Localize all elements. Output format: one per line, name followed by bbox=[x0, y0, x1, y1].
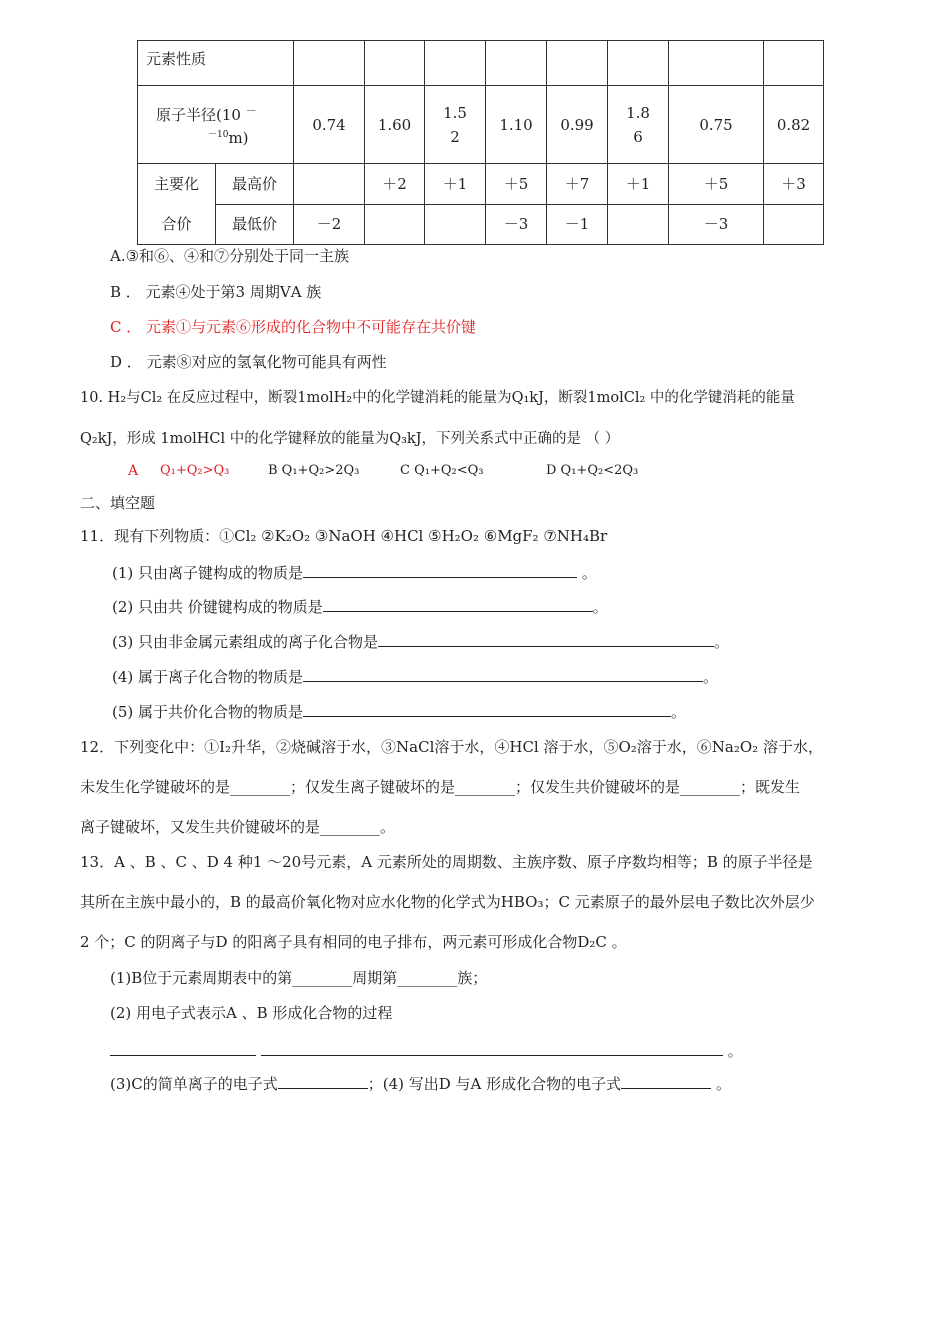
table-row-header bbox=[138, 41, 824, 86]
min-label: 最低价 bbox=[216, 204, 294, 245]
answer-blank[interactable] bbox=[110, 1041, 256, 1056]
q12-line3: 离子键破坏，又发生共价键破坏的是________。 bbox=[80, 818, 396, 836]
max-value: ＋2 bbox=[365, 164, 425, 205]
max-label: 最高价 bbox=[216, 164, 294, 205]
answer-blank[interactable] bbox=[378, 632, 714, 647]
min-value: －1 bbox=[547, 204, 608, 245]
q10-option-d: D Q₁+Q₂<2Q₃ bbox=[546, 463, 639, 478]
q12-line1: 12．下列变化中：①I₂升华，②烧碱溶于水，③NaCl溶于水，④HCl 溶于水，⑤O₂溶于水，⑥Na₂O₂ 溶于水， bbox=[80, 738, 823, 756]
q13-sub2-answer-line: 。 bbox=[110, 1040, 743, 1061]
answer-blank[interactable] bbox=[303, 667, 703, 682]
q10-line2: Q₂kJ，形成 1molHCl 中的化学键释放的能量为Q₃kJ，下列关系式中正确的是 （ ） bbox=[80, 431, 620, 447]
answer-blank[interactable] bbox=[621, 1074, 711, 1089]
q11-sub2: (2) 只由共 价键键构成的物质是 。 bbox=[112, 598, 608, 616]
q13-line1: 13．A 、B 、C 、D 4 种1 ～20号元素，A 元素所处的周期数、主族序数、原子序数均相等；B 的原子半径是 bbox=[80, 853, 813, 871]
q11-sub5: (5) 属于共价化合物的物质是 。 bbox=[112, 703, 687, 721]
q9-option-b: B ． 元素④处于第3 周期ⅤA 族 bbox=[110, 283, 322, 301]
q9-option-d: D ． 元素⑧对应的氢氧化物可能具有两性 bbox=[110, 353, 387, 371]
q12-line2: 未发生化学键破坏的是________；仅发生离子键破坏的是________；仅发生共价键破坏的是________；既发生 bbox=[80, 778, 801, 796]
max-value: ＋5 bbox=[669, 164, 764, 205]
q11-sub1: (1) 只由离子键构成的物质是 。 bbox=[112, 564, 597, 582]
min-value bbox=[425, 204, 486, 245]
q13-line3: 2 个；C 的阴离子与D 的阳离子具有相同的电子排布，两元素可形成化合物D₂C 。 bbox=[80, 933, 627, 951]
q10-line1: 10. H₂与Cl₂ 在反应过程中，断裂1molH₂中的化学键消耗的能量为Q₁kJ，断裂1molCl₂ 中的化学键消耗的能量 bbox=[80, 390, 795, 406]
min-value: －2 bbox=[294, 204, 365, 245]
radius-value: 1.60 bbox=[365, 86, 425, 164]
q10-option-b: B Q₁+Q₂>2Q₃ bbox=[268, 463, 360, 478]
q9-option-c: C ． 元素①与元素⑥形成的化合物中不可能存在共价键 bbox=[110, 318, 477, 336]
min-value bbox=[764, 204, 824, 245]
element-properties-table bbox=[137, 40, 824, 245]
q10-option-c: C Q₁+Q₂<Q₃ bbox=[400, 463, 484, 478]
max-value: ＋7 bbox=[547, 164, 608, 205]
q9-option-a: A.③和⑥、④和⑦分别处于同一主族 bbox=[110, 247, 350, 265]
answer-blank[interactable] bbox=[278, 1074, 368, 1089]
q13-sub1: (1)B位于元素周期表中的第________周期第________族； bbox=[110, 969, 488, 987]
radius-value: 1.10 bbox=[486, 86, 547, 164]
max-value: ＋5 bbox=[486, 164, 547, 205]
max-value: ＋1 bbox=[608, 164, 669, 205]
radius-value: 1.8 6 bbox=[608, 86, 669, 164]
q11-sub4: (4) 属于离子化合物的物质是 。 bbox=[112, 668, 719, 686]
q13-sub2: (2) 用电子式表示A 、B 形成化合物的过程 bbox=[110, 1004, 393, 1022]
radius-value: 1.5 2 bbox=[425, 86, 486, 164]
valence-label: 主要化 合价 bbox=[138, 164, 216, 245]
table-header-cell: 元素性质 bbox=[138, 41, 294, 86]
radius-value: 0.75 bbox=[669, 86, 764, 164]
answer-blank[interactable] bbox=[303, 702, 671, 717]
radius-value: 0.74 bbox=[294, 86, 365, 164]
q13-line2: 其所在主族中最小的，B 的最高价氧化物对应水化物的化学式为HBO₃；C 元素原子的最外层电子数比次外层少 bbox=[80, 893, 815, 911]
radius-value: 0.82 bbox=[764, 86, 824, 164]
answer-blank[interactable] bbox=[323, 597, 593, 612]
min-value: －3 bbox=[486, 204, 547, 245]
section-fill-in-title: 二、填空题 bbox=[80, 494, 156, 512]
min-value bbox=[365, 204, 425, 245]
radius-value: 0.99 bbox=[547, 86, 608, 164]
max-value: ＋1 bbox=[425, 164, 486, 205]
table-row-radius bbox=[138, 86, 824, 164]
min-value: －3 bbox=[669, 204, 764, 245]
answer-blank[interactable] bbox=[303, 563, 577, 578]
table-row-min bbox=[138, 204, 824, 245]
max-value: ＋3 bbox=[764, 164, 824, 205]
q10-option-a-letter: A bbox=[128, 463, 139, 479]
q11-sub3: (3) 只由非金属元素组成的离子化合物是 。 bbox=[112, 633, 730, 651]
q13-sub3-4: (3)C的简单离子的电子式 ；(4) 写出D 与A 形成化合物的电子式 。 bbox=[110, 1075, 731, 1093]
q11-stem: 11．现有下列物质：①Cl₂ ②K₂O₂ ③NaOH ④HCl ⑤H₂O₂ ⑥MgF₂ ⑦NH₄Br bbox=[80, 527, 608, 545]
max-value bbox=[294, 164, 365, 205]
q10-option-a: Q₁+Q₂>Q₃ bbox=[160, 463, 230, 478]
answer-blank[interactable] bbox=[261, 1041, 723, 1056]
radius-label: 原子半径(10 － $^{-10}$m) bbox=[138, 86, 294, 164]
min-value bbox=[608, 204, 669, 245]
table-row-max bbox=[138, 164, 824, 205]
